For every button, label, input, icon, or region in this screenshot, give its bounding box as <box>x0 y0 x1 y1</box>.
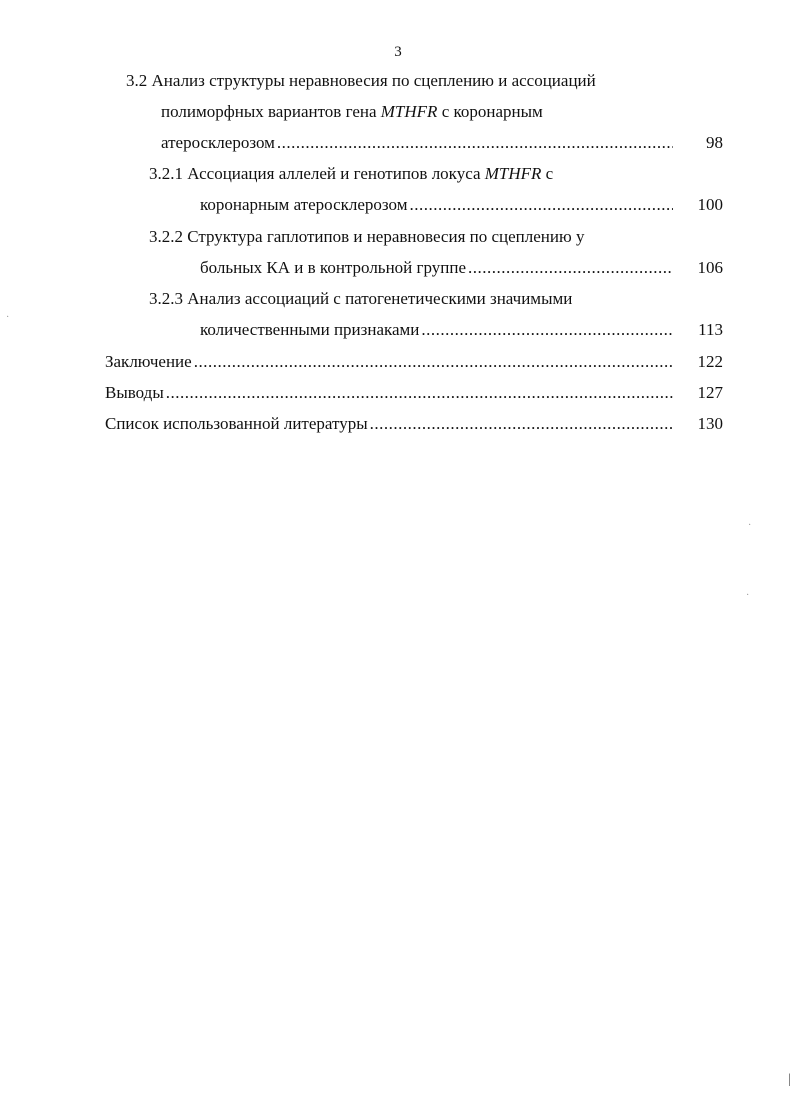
toc-entry-3-2-title-2: полиморфных вариантов гена <box>161 102 381 121</box>
toc-entry-3-2-1[interactable] <box>200 194 723 216</box>
gene-name: MTHFR <box>380 102 438 121</box>
dot-leader <box>166 382 673 404</box>
toc-entry-3-2-1-page: 100 <box>697 195 723 214</box>
scan-speck: · <box>6 312 10 323</box>
gene-name: MTHFR <box>484 164 542 183</box>
toc-entry-3-2-2-title-2: больных КА и в контрольной группе <box>200 258 466 277</box>
toc-entry-3-2-line2 <box>161 101 543 123</box>
toc-entry-3-2-page: 98 <box>706 133 723 152</box>
toc-entry-findings[interactable] <box>105 382 723 404</box>
toc-entry-3-2-1-title-3: коронарным атеросклерозом <box>200 195 408 214</box>
toc-entry-3-2-title-3: с коронарным <box>437 102 543 121</box>
toc-entry-findings-page: 127 <box>697 383 723 402</box>
toc-entry-conclusion[interactable] <box>105 351 723 373</box>
toc-entry-3-2-3[interactable] <box>200 319 723 341</box>
toc-entry-3-2-3-line1 <box>149 288 572 310</box>
toc-entry-3-2-2-title-1: 3.2.2 Структура гаплотипов и неравновесия по сцеплению у <box>149 227 585 246</box>
scan-speck: · <box>748 520 752 531</box>
toc-entry-3-2-3-title-2: количественными признаками <box>200 320 420 339</box>
toc-entry-3-2-title-4: атеросклерозом <box>161 133 275 152</box>
toc-entry-references[interactable] <box>105 413 723 435</box>
dot-leader <box>277 132 673 154</box>
toc-entry-conclusion-title: Заключение <box>105 352 192 371</box>
toc-entry-3-2-1-line1 <box>149 163 553 185</box>
toc-entry-references-page: 130 <box>697 414 723 433</box>
toc-entry-3-2-2-page: 106 <box>697 258 723 277</box>
toc-entry-3-2-3-page: 113 <box>698 320 723 339</box>
page-number: 3 <box>394 44 402 60</box>
dot-leader <box>409 194 673 216</box>
toc-entry-3-2-2[interactable] <box>200 257 723 279</box>
toc-entry-3-2-1-title-1: 3.2.1 Ассоциация аллелей и генотипов локуса <box>149 164 485 183</box>
scan-speck: · <box>746 590 750 601</box>
toc-entry-3-2-1-title-2: с <box>541 164 554 183</box>
toc-entry-findings-title: Выводы <box>105 383 164 402</box>
toc-entry-3-2[interactable] <box>161 132 723 154</box>
dot-leader <box>421 319 673 341</box>
toc-entry-3-2-3-title-1: 3.2.3 Анализ ассоциаций с патогенетическими значимыми <box>149 289 573 308</box>
dot-leader <box>194 351 673 373</box>
toc-entry-3-2-2-line1 <box>149 226 584 248</box>
dot-leader <box>370 413 673 435</box>
scan-speck: | <box>788 1072 791 1087</box>
toc-entry-3-2-title-1: 3.2 Анализ структуры неравновесия по сцеплению и ассоциаций <box>126 71 596 90</box>
toc-entry-3-2-line1 <box>126 70 596 92</box>
toc-entry-conclusion-page: 122 <box>697 352 723 371</box>
toc-entry-references-title: Список использованной литературы <box>105 414 368 433</box>
dot-leader <box>468 257 673 279</box>
